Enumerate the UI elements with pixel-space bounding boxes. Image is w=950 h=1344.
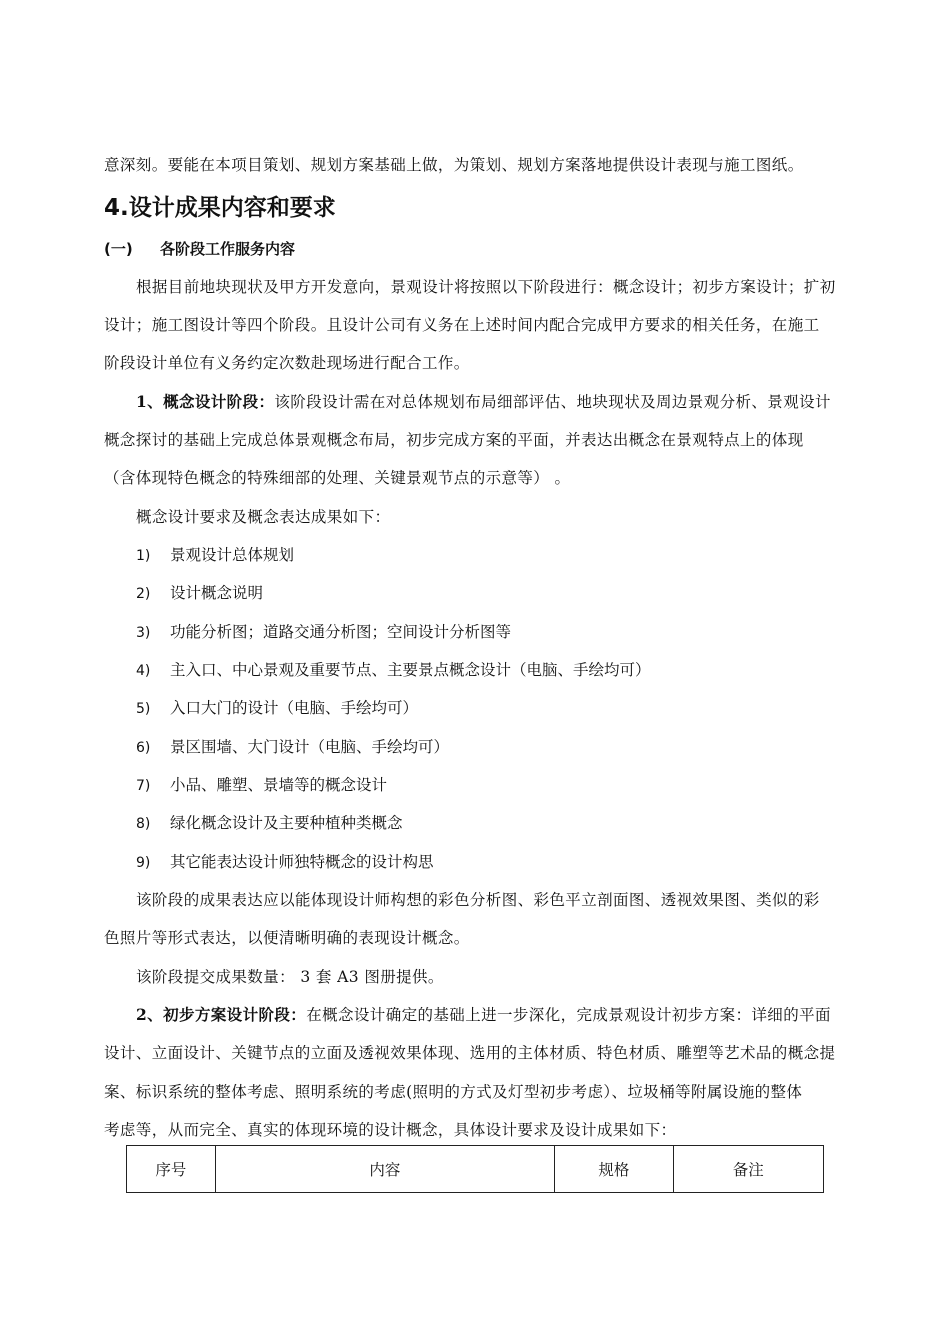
list-item — [136, 804, 403, 843]
stage1-line-2: 概念探讨的基础上完成总体景观概念布局，初步完成方案的平面，并表达出概念在景观特点上的体现 — [104, 431, 804, 449]
list-item-number: 8) — [136, 816, 151, 832]
subsection-number: (一) — [104, 240, 133, 258]
list-item-text: 入口大门的设计（电脑、手绘均可） — [170, 699, 419, 717]
stage2-line-4: 考虑等，从而完全、真实的体现环境的设计概念，具体设计要求及设计成果如下： — [104, 1121, 677, 1139]
subsection-title: 各阶段工作服务内容 — [160, 240, 296, 258]
list-item-number: 1) — [136, 548, 151, 564]
list-item — [136, 613, 511, 652]
table-header-remarks: 备注 — [673, 1146, 823, 1193]
stage1-line-1: 该阶段设计需在对总体规划布局细部评估、地块现状及周边景观分析、景观设计 — [274, 393, 831, 411]
list-item-text: 小品、雕塑、景墙等的概念设计 — [170, 776, 388, 794]
stage2-line-1: 在概念设计确定的基础上进一步深化，完成景观设计初步方案：详细的平面 — [306, 1006, 831, 1024]
stage1-heading: 1、概念设计阶段： — [136, 392, 275, 411]
stage1-summary-line-2: 色照片等形式表达，以便清晰明确的表现设计概念。 — [104, 929, 470, 947]
subsection-heading — [104, 231, 295, 267]
list-item-text: 绿化概念设计及主要种植种类概念 — [170, 814, 403, 832]
stage2-paragraph-line-1 — [136, 996, 849, 1034]
stage1-paragraph-line-1 — [136, 383, 849, 421]
list-item-text: 主入口、中心景观及重要节点、主要景点概念设计（电脑、手绘均可） — [170, 661, 651, 679]
intro-line-1: 根据目前地块现状及甲方开发意向，景观设计将按照以下阶段进行：概念设计；初步方案设计；扩初 — [136, 278, 836, 296]
list-item-number: 7) — [136, 778, 151, 794]
list-item-text: 景观设计总体规划 — [170, 546, 295, 564]
deliverables-table — [126, 1145, 824, 1193]
list-item-text: 设计概念说明 — [170, 584, 264, 602]
list-item — [136, 689, 418, 728]
list-item-text: 其它能表达设计师独特概念的设计构思 — [170, 853, 434, 871]
stage1-list-intro: 概念设计要求及概念表达成果如下： — [136, 508, 391, 526]
table-header-row — [127, 1146, 824, 1193]
intro-line-3: 阶段设计单位有义务约定次数赴现场进行配合工作。 — [104, 354, 470, 372]
list-item-text: 景区围墙、大门设计（电脑、手绘均可） — [170, 738, 450, 756]
list-item — [136, 536, 294, 575]
continuation-text: 意深刻。要能在本项目策划、规划方案基础上做，为策划、规划方案落地提供设计表现与施工图纸。 — [104, 156, 804, 174]
table-header-index: 序号 — [127, 1146, 216, 1193]
intro-line-2: 设计；施工图设计等四个阶段。且设计公司有义务在上述时间内配合完成甲方要求的相关任务，在施工 — [104, 316, 820, 334]
list-item-number: 9) — [136, 855, 151, 871]
list-item-number: 4) — [136, 663, 151, 679]
stage2-heading: 2、初步方案设计阶段： — [136, 1005, 307, 1024]
list-item-number: 6) — [136, 740, 151, 756]
table-header-spec: 规格 — [555, 1146, 674, 1193]
list-item-number: 3) — [136, 625, 151, 641]
stage2-line-2: 设计、立面设计、关键节点的立面及透视效果体现、选用的主体材质、特色材质、雕塑等艺术品的概念提 — [104, 1044, 836, 1062]
stage1-summary-line-1: 该阶段的成果表达应以能体现设计师构想的彩色分析图、彩色平立剖面图、透视效果图、类似的彩 — [136, 891, 820, 909]
table-header-content: 内容 — [215, 1146, 554, 1193]
stage1-quantity: 该阶段提交成果数量： 3 套 A3 图册提供。 — [136, 968, 444, 986]
list-item-number: 5) — [136, 701, 151, 717]
list-item-text: 功能分析图；道路交通分析图；空间设计分析图等 — [170, 623, 512, 641]
list-item — [136, 574, 263, 613]
list-item — [136, 728, 449, 767]
list-item — [136, 766, 387, 805]
list-item-number: 2) — [136, 586, 151, 602]
section-title: 4.设计成果内容和要求 — [104, 195, 336, 221]
stage2-line-3: 案、标识系统的整体考虑、照明系统的考虑(照明的方式及灯型初步考虑）、垃圾桶等附属设施的整体 — [104, 1083, 803, 1101]
stage1-line-3: （含体现特色概念的特殊细部的处理、关键景观节点的示意等） 。 — [104, 469, 571, 487]
list-item — [136, 651, 651, 690]
list-item — [136, 843, 434, 882]
